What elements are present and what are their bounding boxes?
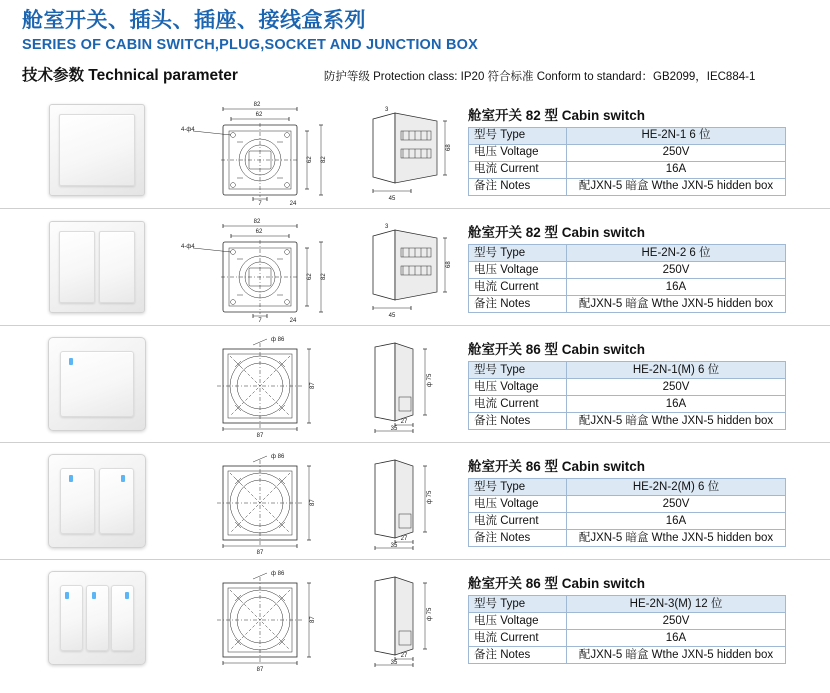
table-row — [469, 496, 786, 513]
protection-class-note: 防护等级 Protection class: IP20 符合标准 Conform to standard：GB2099，IEC884-1 — [323, 71, 756, 84]
spec-value-notes: 配JXN-5 暗盒 Wthe JXN-5 hidden box — [567, 647, 786, 664]
switch-plate-86-3gang — [48, 571, 146, 665]
spec-value-current: 16A — [567, 396, 786, 413]
front-view-drawing-cell — [172, 446, 347, 556]
table-row — [469, 530, 786, 547]
product-row — [0, 208, 830, 325]
front-view-86 — [175, 329, 345, 439]
dim-top-62: 62 — [255, 111, 262, 118]
table-row — [469, 245, 786, 262]
spec-label-voltage: 电压 Voltage — [469, 262, 567, 279]
table-row — [469, 178, 786, 195]
rocker-2 — [99, 468, 134, 534]
front-view-86-2 — [175, 446, 345, 556]
spec-label-notes: 备注 Notes — [469, 296, 567, 313]
front-view-drawing-cell — [172, 212, 347, 322]
spec-value-current: 16A — [567, 161, 786, 178]
table-row — [469, 479, 786, 496]
dim-top-82: 82 — [253, 101, 260, 108]
table-row — [469, 262, 786, 279]
spec-cell — [462, 572, 812, 664]
spec-value-voltage: 250V — [567, 379, 786, 396]
dim-right-87: 87 — [309, 382, 316, 390]
spec-value-notes: 配JXN-5 暗盒 Wthe JXN-5 hidden box — [567, 178, 786, 195]
product-title: 舱室开关 82 型 Cabin switch — [468, 225, 646, 241]
dim-top-d86: ф 86 — [270, 571, 284, 578]
spec-label-type: 型号 Type — [469, 479, 567, 496]
front-view-86-3 — [175, 563, 345, 673]
dim-bottom-27: 27 — [400, 536, 407, 543]
dim-bottom-24: 24 — [289, 318, 296, 323]
spec-value-type: HE-2N-1 6 位 — [567, 127, 786, 144]
side-view-drawing-cell — [347, 448, 462, 554]
dim-bottom-35: 35 — [390, 543, 397, 550]
side-view-drawing-cell — [347, 565, 462, 671]
dim-right-82: 82 — [320, 273, 327, 281]
indicator-led — [92, 592, 96, 599]
spec-cell — [462, 221, 812, 313]
table-row — [469, 362, 786, 379]
product-title: 舱室开关 82 型 Cabin switch — [468, 107, 646, 123]
dim-side-45: 45 — [388, 313, 395, 320]
spec-value-current: 16A — [567, 630, 786, 647]
spec-label-type: 型号 Type — [469, 362, 567, 379]
spec-label-type: 型号 Type — [469, 596, 567, 613]
spec-cell — [462, 455, 812, 547]
front-view-drawing-cell — [172, 95, 347, 205]
rocker-2 — [86, 585, 109, 651]
spec-value-current: 16A — [567, 513, 786, 530]
spec-value-type: HE-2N-1(M) 6 位 — [567, 362, 786, 379]
front-view-drawing-cell — [172, 329, 347, 439]
side-view-86-3 — [351, 565, 459, 671]
rocker-1 — [60, 468, 95, 534]
switch-plate-82-2gang — [49, 221, 145, 313]
product-photo-cell — [22, 571, 172, 665]
table-row — [469, 127, 786, 144]
dim-bottom-27: 27 — [400, 419, 407, 426]
side-view-82 — [351, 97, 459, 203]
spec-value-voltage: 250V — [567, 613, 786, 630]
spec-table — [468, 361, 786, 430]
product-title: 舱室开关 86 型 Cabin switch — [468, 576, 646, 592]
product-title: 舱室开关 86 型 Cabin switch — [468, 342, 646, 358]
spec-table — [468, 478, 786, 547]
spec-label-current: 电流 Current — [469, 630, 567, 647]
product-photo-cell — [22, 454, 172, 548]
table-row — [469, 279, 786, 296]
table-row — [469, 296, 786, 313]
front-view-drawing-cell — [172, 563, 347, 673]
dim-top-82: 82 — [253, 219, 260, 226]
spec-label-voltage: 电压 Voltage — [469, 613, 567, 630]
spec-value-voltage: 250V — [567, 262, 786, 279]
indicator-led — [65, 592, 69, 599]
front-view-82 — [175, 95, 345, 205]
spec-value-notes: 配JXN-5 暗盒 Wthe JXN-5 hidden box — [567, 530, 786, 547]
dim-side-45: 45 — [388, 195, 395, 202]
front-view-82-2 — [175, 212, 345, 322]
spec-value-type: HE-2N-2(M) 6 位 — [567, 479, 786, 496]
dim-bottom-35: 35 — [390, 426, 397, 433]
dim-right-82: 82 — [320, 156, 327, 163]
product-rows — [0, 91, 830, 676]
spec-label-type: 型号 Type — [469, 127, 567, 144]
dim-side-d75: ф 75 — [426, 373, 433, 388]
spec-value-type: HE-2N-3(M) 12 位 — [567, 596, 786, 613]
dim-right-87: 87 — [309, 499, 316, 507]
spec-label-voltage: 电压 Voltage — [469, 144, 567, 161]
spec-value-notes: 配JXN-5 暗盒 Wthe JXN-5 hidden box — [567, 296, 786, 313]
spec-table — [468, 595, 786, 664]
product-row — [0, 442, 830, 559]
spec-label-notes: 备注 Notes — [469, 178, 567, 195]
spec-value-type: HE-2N-2 6 位 — [567, 245, 786, 262]
indicator-led — [69, 475, 73, 482]
table-row — [469, 379, 786, 396]
table-row — [469, 596, 786, 613]
spec-cell — [462, 338, 812, 430]
spec-value-notes: 配JXN-5 暗盒 Wthe JXN-5 hidden box — [567, 413, 786, 430]
side-view-drawing-cell — [347, 97, 462, 203]
table-row — [469, 630, 786, 647]
spec-value-current: 16A — [567, 279, 786, 296]
side-view-drawing-cell — [347, 331, 462, 437]
dim-hole-note: 4-ф4 — [180, 126, 195, 133]
table-row — [469, 513, 786, 530]
dim-bottom-87: 87 — [256, 667, 263, 674]
spec-label-type: 型号 Type — [469, 245, 567, 262]
side-view-86 — [351, 331, 459, 437]
switch-plate-86-1gang — [48, 337, 146, 431]
switch-plate-82-1gang — [49, 104, 145, 196]
indicator-led — [121, 475, 125, 482]
product-row — [0, 325, 830, 442]
spec-table — [468, 127, 786, 196]
product-row — [0, 559, 830, 676]
product-photo-cell — [22, 221, 172, 313]
dim-right-62: 62 — [306, 273, 313, 281]
spec-value-voltage: 250V — [567, 496, 786, 513]
dim-top-d86: ф 86 — [270, 337, 284, 344]
product-photo-cell — [22, 337, 172, 431]
spec-cell — [462, 104, 812, 196]
page-title-en: SERIES OF CABIN SWITCH,PLUG,SOCKET AND JUNCTION BOX — [22, 37, 478, 54]
dim-side-d75: ф 75 — [426, 490, 433, 505]
rocker-1 — [59, 231, 95, 303]
spec-label-current: 电流 Current — [469, 161, 567, 178]
dim-bottom-27: 27 — [400, 653, 407, 660]
spec-label-notes: 备注 Notes — [469, 530, 567, 547]
product-row — [0, 91, 830, 208]
spec-label-current: 电流 Current — [469, 513, 567, 530]
dim-hole-note: 4-ф4 — [180, 244, 195, 251]
product-photo-cell — [22, 104, 172, 196]
dim-bottom-7: 7 — [257, 200, 262, 205]
dim-bottom-7: 7 — [257, 318, 262, 323]
spec-label-notes: 备注 Notes — [469, 647, 567, 664]
indicator-led — [125, 592, 129, 599]
dim-bottom-35: 35 — [390, 660, 397, 667]
rocker-3 — [111, 585, 134, 651]
dim-side-top: 3 — [384, 224, 388, 231]
dim-side-d75: ф 75 — [426, 607, 433, 622]
spec-label-voltage: 电压 Voltage — [469, 379, 567, 396]
page-title-cn: 舱室开关、插头、插座、接线盒系列 — [22, 9, 366, 32]
table-row — [469, 613, 786, 630]
page-header — [0, 0, 830, 85]
dim-side-top: 3 — [384, 106, 388, 113]
spec-label-current: 电流 Current — [469, 396, 567, 413]
spec-value-voltage: 250V — [567, 144, 786, 161]
spec-label-voltage: 电压 Voltage — [469, 496, 567, 513]
switch-plate-86-2gang — [48, 454, 146, 548]
rocker-2 — [99, 231, 135, 303]
dim-top-62: 62 — [255, 229, 262, 236]
table-row — [469, 413, 786, 430]
side-view-82-2 — [351, 214, 459, 320]
side-view-drawing-cell — [347, 214, 462, 320]
dim-bottom-87: 87 — [256, 433, 263, 440]
table-row — [469, 647, 786, 664]
technical-parameter-heading: 技术参数 Technical parameter — [22, 67, 238, 85]
table-row — [469, 396, 786, 413]
product-title: 舱室开关 86 型 Cabin switch — [468, 459, 646, 475]
dim-side-68: 68 — [445, 144, 452, 151]
dim-bottom-87: 87 — [256, 550, 263, 557]
spec-label-notes: 备注 Notes — [469, 413, 567, 430]
dim-side-68: 68 — [445, 261, 452, 269]
header-subrow — [22, 63, 830, 85]
spec-label-current: 电流 Current — [469, 279, 567, 296]
dim-right-62: 62 — [306, 156, 313, 163]
table-row — [469, 144, 786, 161]
dim-bottom-24: 24 — [289, 200, 296, 205]
table-row — [469, 161, 786, 178]
rocker-1 — [59, 114, 135, 186]
indicator-led — [69, 358, 73, 365]
rocker-1 — [60, 585, 83, 651]
dim-right-87: 87 — [309, 616, 316, 624]
dim-top-d86: ф 86 — [270, 454, 284, 461]
spec-table — [468, 244, 786, 313]
side-view-86-2 — [351, 448, 459, 554]
